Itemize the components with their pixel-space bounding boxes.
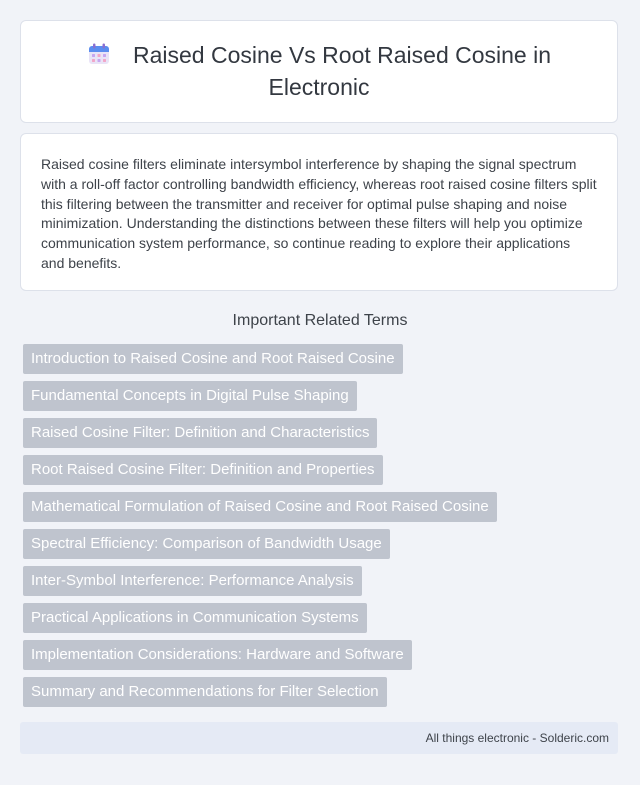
related-term-tag[interactable]: Root Raised Cosine Filter: Definition and Properties [23, 455, 383, 485]
related-term-tag[interactable]: Fundamental Concepts in Digital Pulse Shaping [23, 381, 357, 411]
footer-credit: All things electronic - Solderic.com [425, 731, 609, 745]
related-terms-list [23, 344, 613, 714]
calendar-icon [87, 42, 111, 73]
related-term-tag[interactable]: Summary and Recommendations for Filter Selection [23, 677, 387, 707]
related-term-tag[interactable]: Raised Cosine Filter: Definition and Characteristics [23, 418, 377, 448]
intro-paragraph: Raised cosine filters eliminate intersymbol interference by shaping the signal spectrum with a roll-off factor controlling bandwidth efficiency, whereas root raised cosine filters split this filtering between the transmitter and receiver for optimal pulse shaping and noise minimization. Understanding the distinctions between these filters will help you optimize communication system performance, so continue reading to explore their applications and benefits. [41, 156, 597, 271]
related-term-tag[interactable]: Practical Applications in Communication Systems [23, 603, 367, 633]
page-title-wrap [59, 41, 579, 102]
footer [20, 722, 618, 754]
related-term-tag[interactable]: Mathematical Formulation of Raised Cosine and Root Raised Cosine [23, 492, 497, 522]
related-term-tag[interactable]: Introduction to Raised Cosine and Root Raised Cosine [23, 344, 403, 374]
title-card [20, 20, 618, 123]
related-terms-heading: Important Related Terms [232, 312, 408, 329]
related-term-tag[interactable]: Implementation Considerations: Hardware and Software [23, 640, 412, 670]
related-term-tag[interactable]: Spectral Efficiency: Comparison of Bandwidth Usage [23, 529, 390, 559]
related-term-tag[interactable]: Inter-Symbol Interference: Performance Analysis [23, 566, 362, 596]
page-title: Raised Cosine Vs Root Raised Cosine in Electronic [132, 42, 552, 100]
intro-card [20, 133, 618, 291]
